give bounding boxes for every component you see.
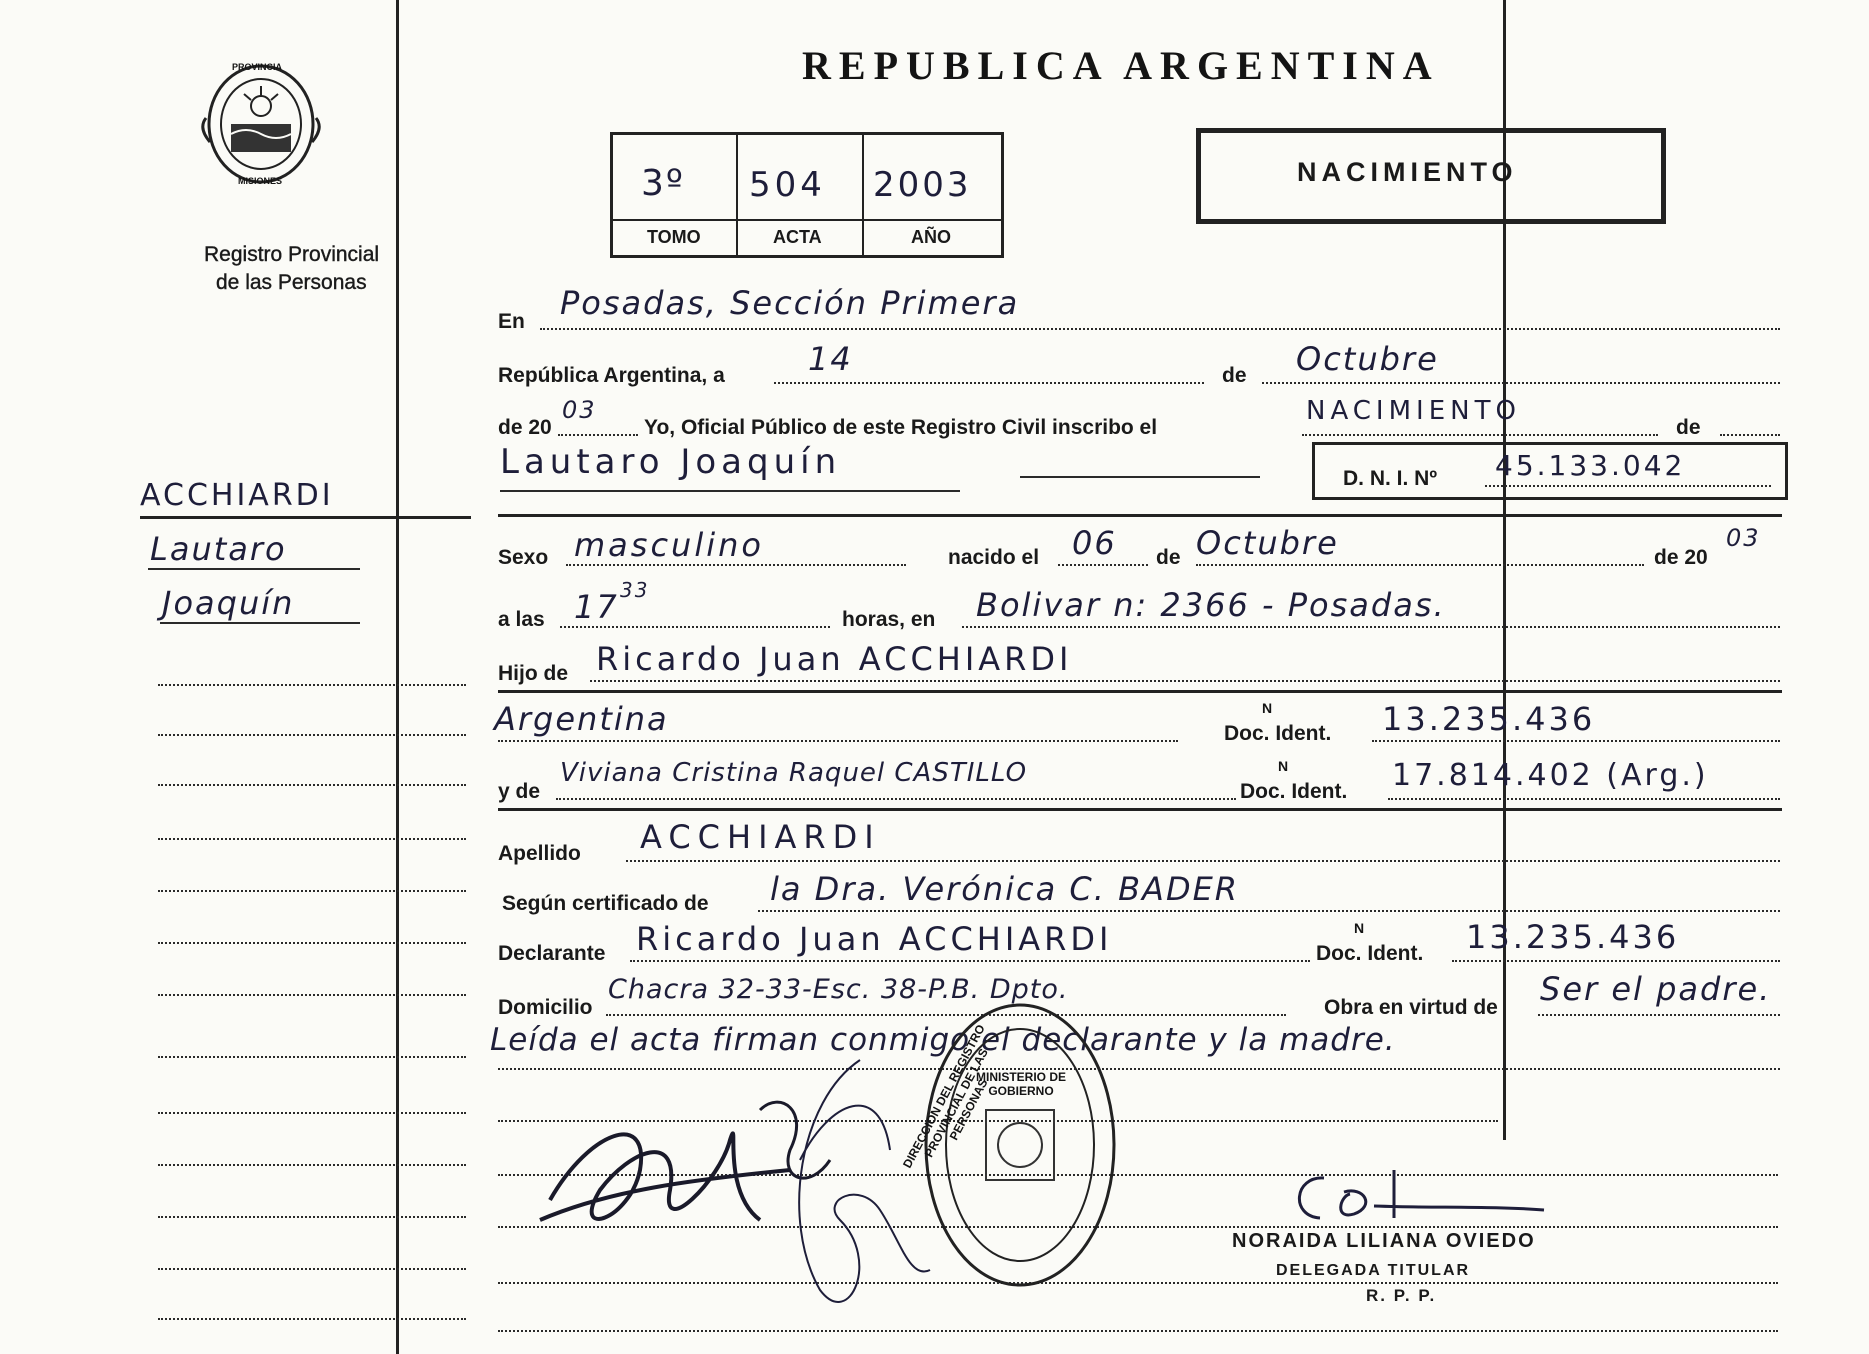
- seal-top-text: PROVINCIA: [232, 62, 283, 72]
- label-dni: D. N. I. Nº: [1343, 467, 1438, 490]
- line-father-doc: [1372, 740, 1780, 742]
- label-de-month: de: [1222, 364, 1247, 387]
- section-rule-2: [498, 690, 1782, 693]
- label-segun: Según certificado de: [502, 892, 709, 915]
- acta-value: 504: [749, 165, 826, 205]
- value-birth-month: Octubre: [1196, 524, 1339, 562]
- ano-value: 2003: [873, 165, 972, 205]
- value-child-names: Lautaro Joaquín: [500, 442, 842, 482]
- label-obra: Obra en virtud de: [1324, 996, 1498, 1019]
- label-declarante: Declarante: [498, 942, 606, 965]
- label-a-las: a las: [498, 608, 545, 631]
- record-label-rule: [613, 219, 1001, 221]
- margin-underline-2: [160, 622, 360, 624]
- line-dni: [1485, 485, 1771, 487]
- left-column-border: [396, 0, 399, 1354]
- value-closing: Leída el acta firman conmigo el declarante y la madre.: [490, 1022, 1396, 1058]
- line-birth-place: [962, 626, 1780, 628]
- margin-dotted-line: [158, 890, 466, 892]
- margin-surname: ACCHIARDI: [140, 478, 334, 513]
- line-surname: [626, 860, 1780, 862]
- line-declarant-doc: [1452, 960, 1780, 962]
- margin-dotted-line: [158, 994, 466, 996]
- line-mother-doc: [1388, 798, 1780, 800]
- value-father: Ricardo Juan ACCHIARDI: [596, 640, 1073, 678]
- line-birth-month: [1196, 564, 1644, 566]
- record-divider: [736, 135, 738, 255]
- line-child-names: [500, 490, 960, 492]
- value-declarant: Ricardo Juan ACCHIARDI: [636, 920, 1113, 958]
- margin-dotted-line: [158, 1112, 466, 1114]
- officer-title: DELEGADA TITULAR: [1276, 1262, 1471, 1279]
- margin-name1: Lautaro: [150, 530, 287, 568]
- value-mother: Viviana Cristina Raquel CASTILLO: [560, 758, 1028, 788]
- ano-label: AÑO: [911, 227, 951, 247]
- line-hour: [560, 626, 830, 628]
- stamp-ring-text: DIRECCION DEL REGISTRO PROVINCIAL DE LAS PERSONAS: [900, 1022, 991, 1171]
- margin-underline-1: [148, 568, 360, 570]
- value-month: Octubre: [1296, 340, 1439, 378]
- line-day: [774, 382, 1204, 384]
- label-horas-en: horas, en: [842, 608, 936, 631]
- line-month: [1262, 382, 1780, 384]
- registry-name-line2: de las Personas: [216, 271, 367, 294]
- value-certifier: la Dra. Verónica C. BADER: [770, 870, 1240, 908]
- line-child-names-fill: [1020, 476, 1260, 478]
- margin-rule-1: [140, 516, 471, 519]
- official-stamp: [900, 1000, 1118, 1290]
- label-de-20-birth: de 20: [1654, 546, 1708, 569]
- label-sexo: Sexo: [498, 546, 549, 569]
- value-day: 14: [808, 340, 853, 378]
- line-act-written: [1302, 434, 1658, 436]
- country-title: REPUBLICA ARGENTINA: [802, 43, 1440, 88]
- section-rule-3: [498, 808, 1782, 811]
- margin-name2: Joaquín: [162, 584, 295, 622]
- record-box: [610, 132, 1004, 258]
- section-rule-1: [498, 514, 1782, 517]
- margin-dotted-line: [158, 1216, 466, 1218]
- value-declarant-doc: 13.235.436: [1466, 918, 1680, 956]
- value-virtue: Ser el padre.: [1540, 970, 1772, 1008]
- registry-name-line1: Registro Provincial: [204, 243, 380, 266]
- officer-signature: [1284, 1166, 1554, 1236]
- value-father-nationality: Argentina: [494, 700, 669, 738]
- margin-dotted-line: [158, 784, 466, 786]
- margin-dotted-line: [158, 942, 466, 944]
- dni-box: [1312, 442, 1788, 500]
- label-de-20: de 20: [498, 416, 552, 439]
- act-type-title: NACIMIENTO: [1297, 157, 1518, 187]
- margin-dotted-line: [158, 838, 466, 840]
- acta-label: ACTA: [773, 227, 822, 247]
- value-father-doc: 13.235.436: [1382, 700, 1596, 738]
- value-sex: masculino: [574, 526, 764, 564]
- value-address: Chacra 32-33-Esc. 38-P.B. Dpto.: [608, 974, 1069, 1005]
- line-nationality: [498, 740, 1178, 742]
- label-republica: República Argentina, a: [498, 364, 725, 387]
- value-dni: 45.133.042: [1495, 449, 1686, 482]
- label-yo-oficial: Yo, Oficial Público de este Registro Civil inscribo el: [644, 416, 1158, 439]
- label-y-de: y de: [498, 780, 541, 803]
- label-en: En: [498, 310, 525, 333]
- value-act-written: NACIMIENTO: [1306, 396, 1521, 426]
- line-after-act: [1720, 434, 1780, 436]
- value-year-suffix: 03: [562, 396, 597, 424]
- tomo-label: TOMO: [647, 227, 701, 247]
- line-birth-day: [1058, 564, 1148, 566]
- line-declarant: [630, 960, 1310, 962]
- margin-dotted-line: [158, 1318, 466, 1320]
- margin-dotted-line: [158, 1164, 466, 1166]
- line-year: [558, 434, 638, 436]
- margin-dotted-line: [158, 1268, 466, 1270]
- label-domicilio: Domicilio: [498, 996, 593, 1019]
- line-mother: [556, 798, 1236, 800]
- line-father: [590, 680, 1780, 682]
- label-apellido: Apellido: [498, 842, 581, 865]
- margin-dotted-line: [158, 684, 466, 686]
- officer-office: R. P. P.: [1366, 1286, 1437, 1305]
- officer-name: NORAIDA LILIANA OVIEDO: [1232, 1230, 1536, 1252]
- label-nacido-el: nacido el: [948, 546, 1040, 569]
- value-mother-doc: 17.814.402 (Arg.): [1392, 758, 1709, 793]
- act-type-box: [1196, 128, 1666, 224]
- label-hijo-de: Hijo de: [498, 662, 569, 685]
- registry-seal: [196, 58, 326, 190]
- line-virtue: [1538, 1014, 1780, 1016]
- value-birth-place: Bolivar n: 2366 - Posadas.: [976, 586, 1446, 624]
- margin-dotted-line: [158, 1056, 466, 1058]
- value-birth-minutes: 33: [620, 578, 650, 602]
- label-de-after-act: de: [1676, 416, 1701, 439]
- value-birth-day: 06: [1072, 524, 1117, 562]
- value-birth-year-suffix: 03: [1726, 524, 1761, 552]
- line-place: [540, 328, 1780, 330]
- line-certifier: [758, 910, 1780, 912]
- seal-bottom-text: MISIONES: [238, 176, 283, 186]
- label-doc-n-mother: N: [1278, 758, 1289, 774]
- label-doc-ident-declarant: Doc. Ident.: [1316, 942, 1424, 965]
- label-doc-ident-father: Doc. Ident.: [1224, 722, 1332, 745]
- label-doc-n-father: N: [1262, 700, 1273, 716]
- signature-dotted-line: [498, 1330, 1778, 1332]
- label-de-birth-month: de: [1156, 546, 1181, 569]
- value-birth-hour: 17: [574, 588, 619, 626]
- label-doc-ident-mother: Doc. Ident.: [1240, 780, 1348, 803]
- tomo-value: 3º: [641, 163, 685, 204]
- margin-dotted-line: [158, 734, 466, 736]
- record-divider: [862, 135, 864, 255]
- value-place: Posadas, Sección Primera: [560, 284, 1020, 322]
- label-doc-n-declarant: N: [1354, 920, 1365, 936]
- stamp-inner-text: MINISTERIO DE GOBIERNO: [975, 1070, 1066, 1098]
- value-surname: ACCHIARDI: [640, 818, 881, 856]
- line-sex: [566, 564, 906, 566]
